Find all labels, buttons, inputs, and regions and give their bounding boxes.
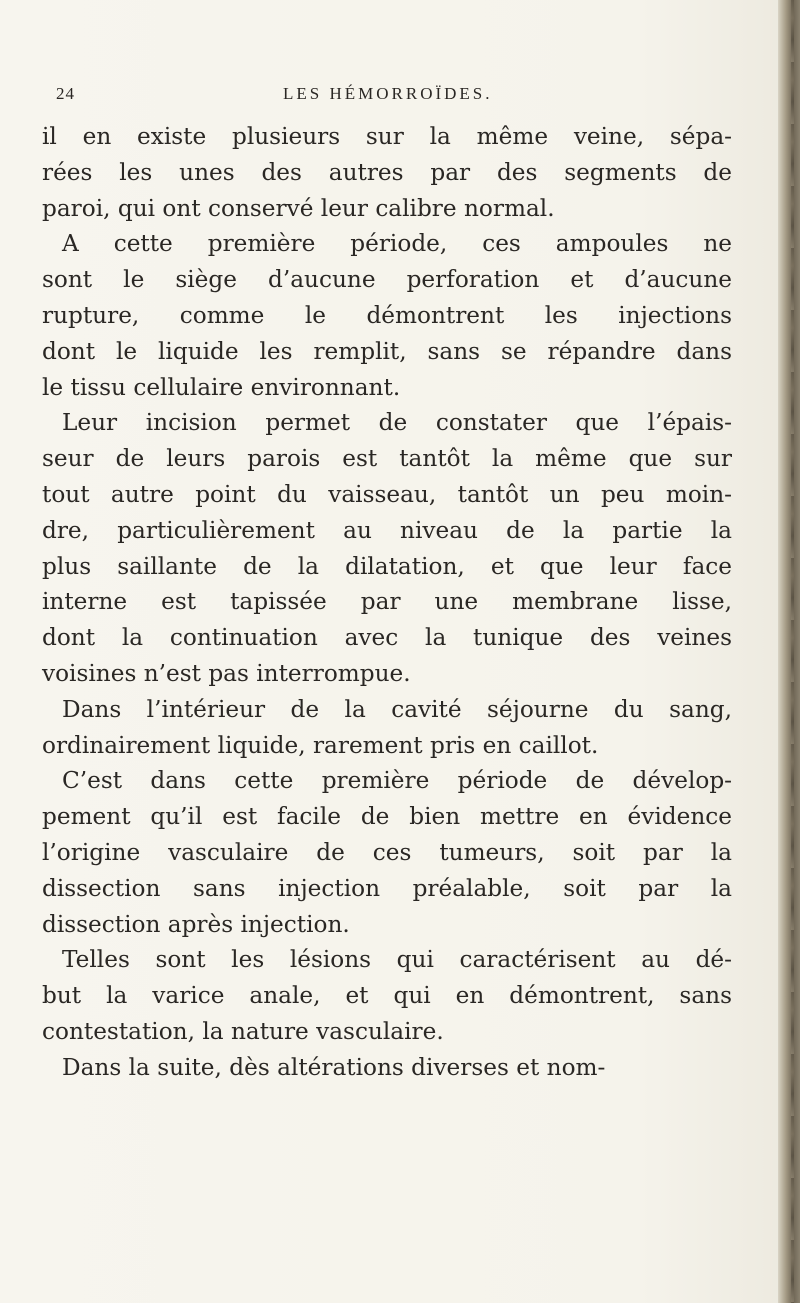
text-line: rupture, comme le démontrent les injections (42, 301, 732, 329)
text-line: A cette première période, ces ampoules ne (62, 230, 732, 258)
text-line: ordinairement liquide, rarement pris en caillot. (42, 731, 599, 759)
text-line: voisines n’est pas interrompue. (42, 659, 411, 687)
text-line: dissection sans injection préalable, soit par la (42, 874, 732, 902)
text-line: paroi, qui ont conservé leur calibre normal. (42, 194, 555, 222)
text-line: sont le siège d’aucune perforation et d’aucune (42, 266, 732, 294)
page-binding-edge (778, 0, 800, 1303)
text-line: seur de leurs parois est tantôt la même que sur (42, 445, 732, 473)
text-line: tout autre point du vaisseau, tantôt un peu moin- (42, 480, 732, 508)
text-line: but la varice anale, et qui en démontrent, sans (42, 982, 732, 1010)
text-line: il en existe plusieurs sur la même veine, sépa- (42, 123, 732, 150)
text-line: Dans l’intérieur de la cavité séjourne du sang, (62, 695, 732, 723)
text-line: dont le liquide les remplit, sans se répandre dans (42, 337, 732, 365)
text-line: interne est tapissée par une membrane lisse, (42, 588, 732, 616)
text-line: rées les unes des autres par des segments de (42, 158, 732, 186)
page-header (0, 84, 780, 114)
text-line: pement qu’il est facile de bien mettre en évidence (42, 803, 732, 831)
text-line: le tissu cellulaire environnant. (42, 373, 401, 401)
text-line: Leur incision permet de constater que l’épais- (62, 409, 732, 437)
text-line: Dans la suite, dès altérations diverses et nom- (62, 1053, 606, 1081)
running-head: LES HÉMORROÏDES. (283, 84, 493, 103)
text-line: contestation, la nature vasculaire. (42, 1017, 444, 1045)
text-line: plus saillante de la dilatation, et que leur face (42, 552, 732, 580)
text-line: C’est dans cette première période de dévelop- (62, 767, 732, 795)
edge-shadow (791, 0, 794, 1303)
body-text (42, 119, 732, 1086)
page-number: 24 (56, 84, 75, 103)
text-line: l’origine vasculaire de ces tumeurs, soit par la (42, 838, 732, 866)
text-line: dre, particulièrement au niveau de la partie la (42, 516, 732, 544)
text-line: dissection après injection. (42, 910, 350, 938)
text-line: dont la continuation avec la tunique des veines (42, 624, 732, 652)
text-line: Telles sont les lésions qui caractérisent au dé- (62, 946, 732, 974)
